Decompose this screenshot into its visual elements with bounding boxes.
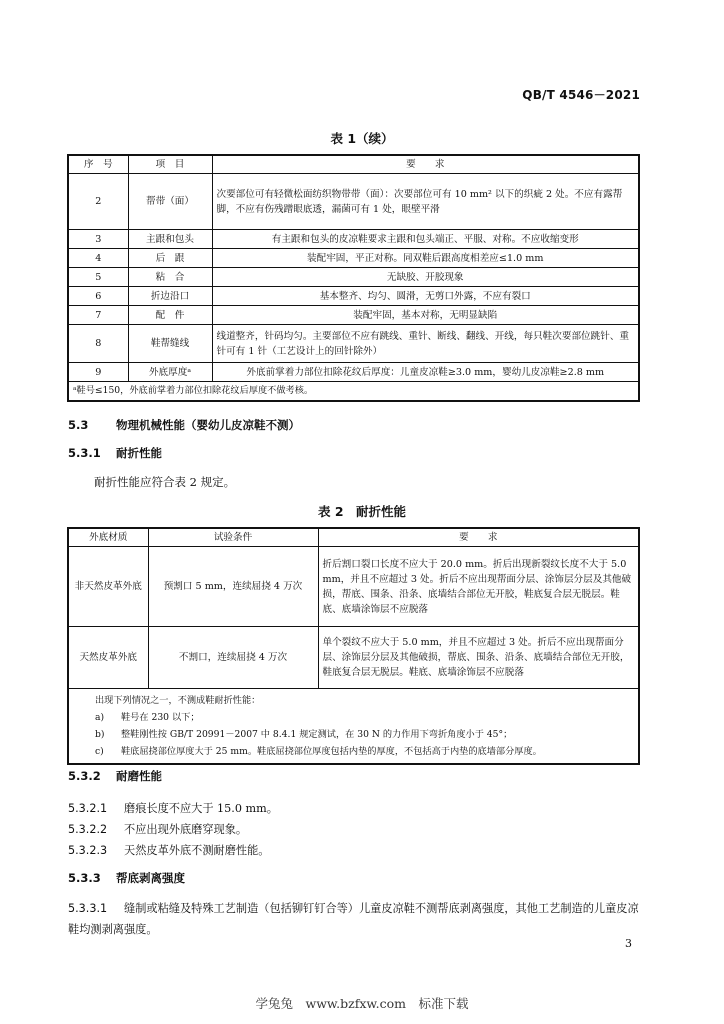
table2-header-row	[68, 528, 639, 547]
section-title: 耐折性能	[116, 446, 162, 460]
table1-footnote-row	[68, 382, 639, 401]
table2-caption: 表 2 耐折性能	[317, 504, 407, 519]
list-label: b)	[95, 729, 105, 740]
row-material: 天然皮革外底	[68, 627, 148, 689]
section-5-3-1-text: 耐折性能应符合表 2 规定。	[94, 475, 236, 489]
section-5-3-1-heading	[68, 445, 162, 461]
clause-5-3-2-1	[68, 800, 278, 816]
clause-number: 5.3.3.1	[68, 902, 108, 915]
table-row	[68, 174, 639, 230]
section-title: 帮底剥离强度	[116, 871, 185, 885]
col-header-material: 外底材质	[68, 528, 148, 547]
row-item: 帮带（面）	[128, 174, 212, 230]
row-no: 3	[68, 230, 128, 249]
table-row	[68, 306, 639, 325]
row-no: 9	[68, 363, 128, 382]
col-header-condition: 试验条件	[148, 528, 318, 547]
clause-text: 天然皮革外底不测耐磨性能。	[124, 844, 270, 857]
row-item: 主跟和包头	[128, 230, 212, 249]
clause-text: 不应出现外底磨穿现象。	[124, 823, 248, 836]
footer-watermark-text: 学兔兔 www.bzfxw.com 标准下载	[255, 996, 469, 1011]
row-item: 外底厚度ᵃ	[128, 363, 212, 382]
table-row	[68, 230, 639, 249]
section-number: 5.3.2	[68, 769, 101, 783]
page-number: 3	[625, 937, 632, 950]
table-row	[68, 287, 639, 306]
row-no: 7	[68, 306, 128, 325]
section-5-3-2-heading	[68, 768, 162, 784]
clause-number: 5.3.2.3	[68, 844, 108, 857]
section-number: 5.3	[68, 418, 89, 432]
table-row	[68, 627, 639, 689]
row-req: 单个裂纹不应大于 5.0 mm，并且不应超过 3 处。折后不应出现帮面分层、涂饰层分层及其他破损，帮底、围条、沿条、底墙结合部位无开胶，鞋底复合层无脱层。鞋底、底墙涂饰层不应脱落	[318, 627, 639, 689]
row-no: 8	[68, 325, 128, 363]
list-item	[95, 726, 616, 743]
clause-5-3-3-1	[68, 898, 644, 940]
row-no: 6	[68, 287, 128, 306]
row-condition: 预割口 5 mm，连续屈挠 4 万次	[148, 547, 318, 627]
note-intro: 出现下列情况之一，不测成鞋耐折性能：	[95, 695, 261, 706]
table2-notes	[68, 689, 639, 765]
row-req: 次要部位可有轻微松面纺织物带带（面）：次要部位可有 10 mm² 以下的织疵 2 处。不应有露帮脚，不应有伤残蹭眼底透，漏菌可有 1 处，眼壁平滑	[212, 174, 639, 230]
clause-number: 5.3.2.2	[68, 823, 108, 836]
row-req: 外底前掌着力部位扣除花纹后厚度：儿童皮凉鞋≥3.0 mm，婴幼儿皮凉鞋≥2.8 mm	[212, 363, 639, 382]
table-row	[68, 268, 639, 287]
section-5-3-heading	[68, 417, 300, 433]
row-item: 后 跟	[128, 249, 212, 268]
table2	[67, 527, 640, 765]
row-no: 4	[68, 249, 128, 268]
col-header-no: 序 号	[68, 155, 128, 174]
clause-text: 磨痕长度不应大于 15.0 mm。	[124, 802, 278, 815]
row-no: 5	[68, 268, 128, 287]
table-row	[68, 325, 639, 363]
list-item	[95, 709, 616, 726]
list-text: 鞋号在 230 以下；	[121, 712, 200, 723]
section-title: 耐磨性能	[116, 769, 162, 783]
section-number: 5.3.3	[68, 871, 101, 885]
section-5-3-3-heading	[68, 870, 185, 886]
table-row	[68, 249, 639, 268]
table-row	[68, 547, 639, 627]
clause-5-3-2-2	[68, 821, 247, 837]
col-header-req: 要 求	[212, 155, 639, 174]
row-item: 折边沿口	[128, 287, 212, 306]
row-req: 基本整齐、均匀、圆滑，无剪口外露，不应有裂口	[212, 287, 639, 306]
row-item: 鞋帮缝线	[128, 325, 212, 363]
row-req: 装配牢固，平正对称。同双鞋后跟高度相差应≤1.0 mm	[212, 249, 639, 268]
row-req: 线道整齐，针码均匀。主要部位不应有跳线、重针、断线、翻线、开线，每只鞋次要部位跳针、重针可有 1 针（工艺设计上的回针除外）	[212, 325, 639, 363]
clause-number: 5.3.2.1	[68, 802, 108, 815]
table1-footnote: ᵃ鞋号≤150，外底前掌着力部位扣除花纹后厚度不做考核。	[68, 382, 639, 401]
row-material: 非天然皮革外底	[68, 547, 148, 627]
list-item	[95, 743, 616, 760]
table2-note-row	[68, 689, 639, 765]
row-item: 粘 合	[128, 268, 212, 287]
row-no: 2	[68, 174, 128, 230]
row-item: 配 件	[128, 306, 212, 325]
row-req: 折后割口裂口长度不应大于 20.0 mm。折后出现新裂纹长度不大于 5.0 mm，并且不应超过 3 处。折后不应出现帮面分层、涂饰层分层及其他破损，帮底、围条、沿条、底墙结合部位无开胶，鞋底复合层无脱层。鞋底、底墙涂饰层不应脱落	[318, 547, 639, 627]
row-condition: 不割口，连续屈挠 4 万次	[148, 627, 318, 689]
list-text: 整鞋刚性按 GB/T 20991－2007 中 8.4.1 规定测试，在 30 N 的力作用下弯折角度小于 45°；	[121, 729, 513, 740]
clause-text: 缝制或粘缝及特殊工艺制造（包括铆钉钉合等）儿童皮凉鞋不测帮底剥离强度，其他工艺制造的儿童皮凉鞋均测剥离强度。	[68, 902, 639, 936]
standard-number: QB/T 4546－2021	[522, 88, 640, 102]
clause-5-3-2-3	[68, 842, 269, 858]
table1-caption: 表 1（续）	[330, 131, 394, 146]
section-title: 物理机械性能（婴幼儿皮凉鞋不测）	[116, 418, 300, 432]
table1	[67, 154, 640, 402]
list-text: 鞋底屈挠部位厚度大于 25 mm。鞋底屈挠部位厚度包括内垫的厚度，不包括高于内垫的底墙部分厚度。	[121, 746, 542, 757]
section-number: 5.3.1	[68, 446, 101, 460]
row-req: 无缺胶、开胶现象	[212, 268, 639, 287]
table-row	[68, 363, 639, 382]
row-req: 有主跟和包头的皮凉鞋要求主跟和包头端正、平服、对称。不应收缩变形	[212, 230, 639, 249]
col-header-req: 要 求	[318, 528, 639, 547]
list-label: a)	[95, 712, 105, 723]
list-label: c)	[95, 746, 104, 757]
col-header-item: 项 目	[128, 155, 212, 174]
row-req: 装配牢固，基本对称，无明显缺陷	[212, 306, 639, 325]
table1-header-row	[68, 155, 639, 174]
